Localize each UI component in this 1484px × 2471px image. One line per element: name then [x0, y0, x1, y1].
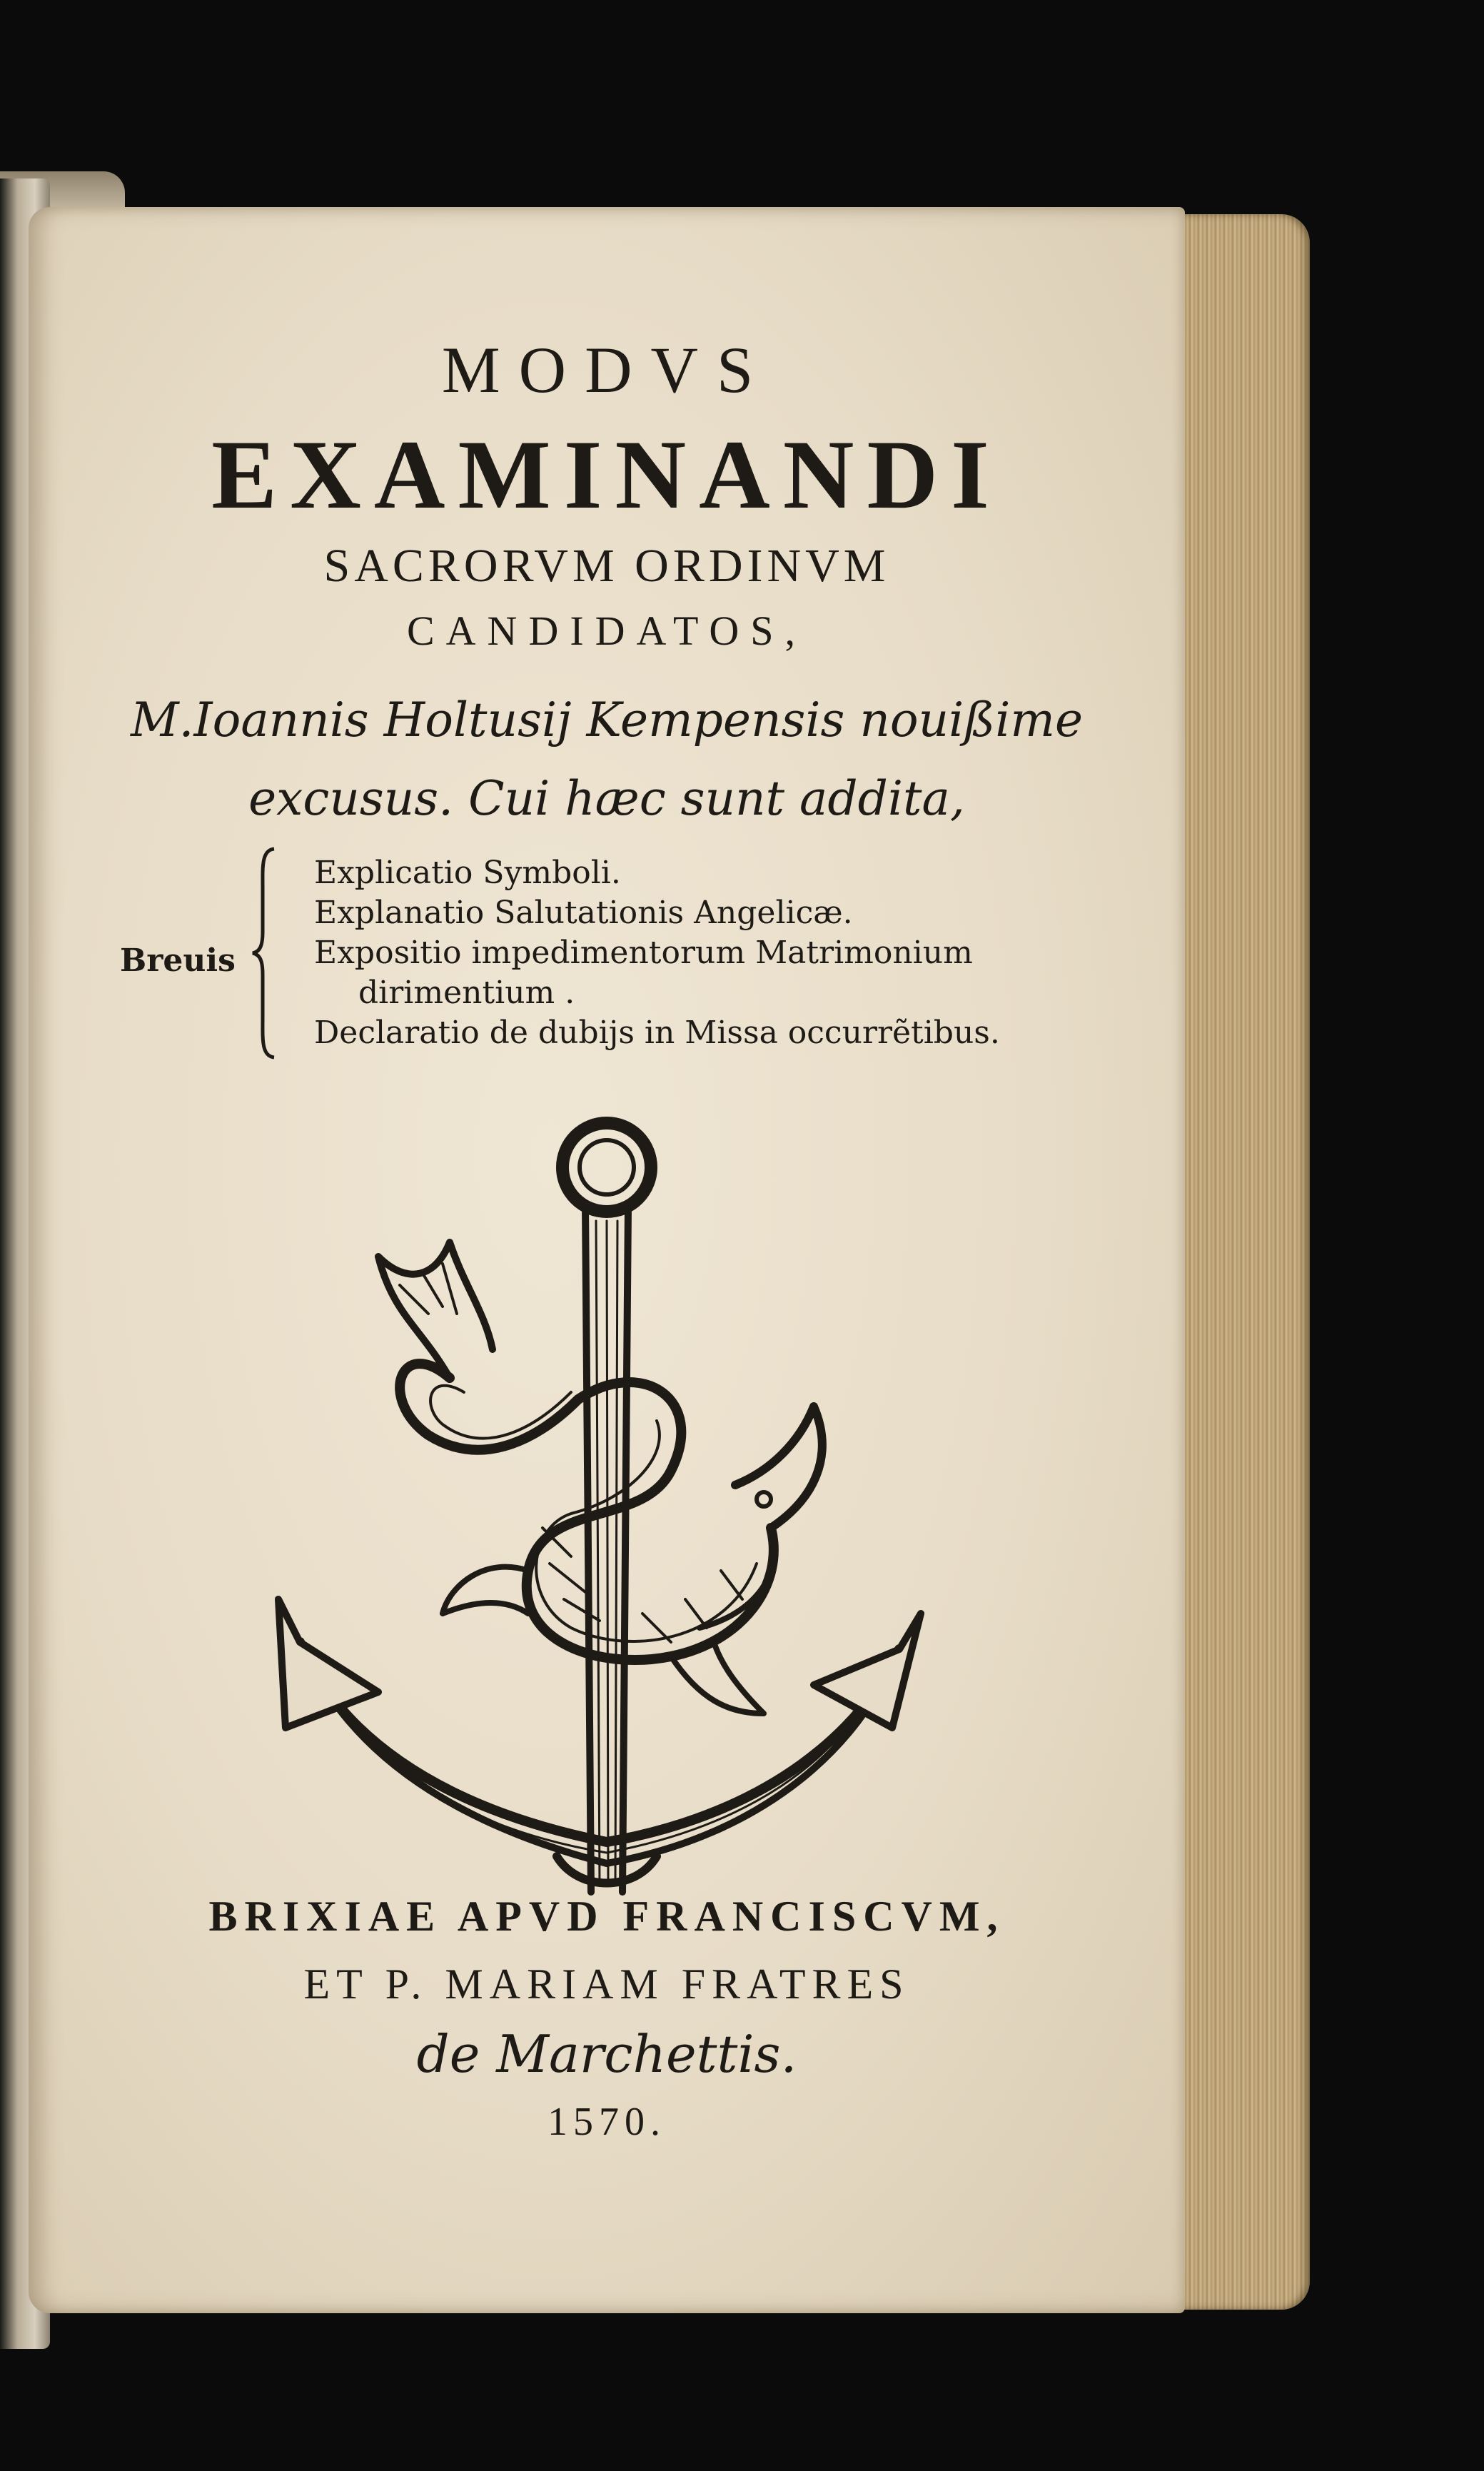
title-line-modus: MODVS [441, 333, 772, 406]
contents-item: dirimentium . [358, 975, 575, 1011]
author-line: M.Ioannis Holtusij Kempensis nouißime [130, 693, 1084, 748]
contents-item: Explanatio Salutationis Angelicæ. [314, 895, 853, 931]
title-line-candidatos: CANDIDATOS, [406, 608, 807, 654]
imprint-line-marchettis: de Marchettis. [416, 2024, 797, 2084]
contents-item: Explicatio Symboli. [314, 855, 621, 891]
imprint-line-brixiae: BRIXIAE APVD FRANCISCVM, [208, 1893, 1005, 1940]
imprint-line-fratres: ET P. MARIAM FRATRES [303, 1961, 910, 2008]
imprint-year: 1570. [547, 2100, 666, 2144]
title-page [29, 207, 1185, 2313]
contents-item: Declaratio de dubijs in Missa occurrẽtibus. [314, 1015, 1000, 1051]
additions-line: excusus. Cui hæc sunt addita, [248, 771, 965, 826]
title-line-examinandi: EXAMINANDI [211, 420, 1002, 529]
curly-brace-icon [250, 846, 278, 1060]
title-line-sacrorum: SACRORVM ORDINVM [323, 540, 890, 592]
contents-label: Breuis [120, 942, 236, 979]
contents-list [314, 853, 1000, 1053]
contents-item: Expositio impedimentorum Matrimonium [314, 935, 973, 971]
